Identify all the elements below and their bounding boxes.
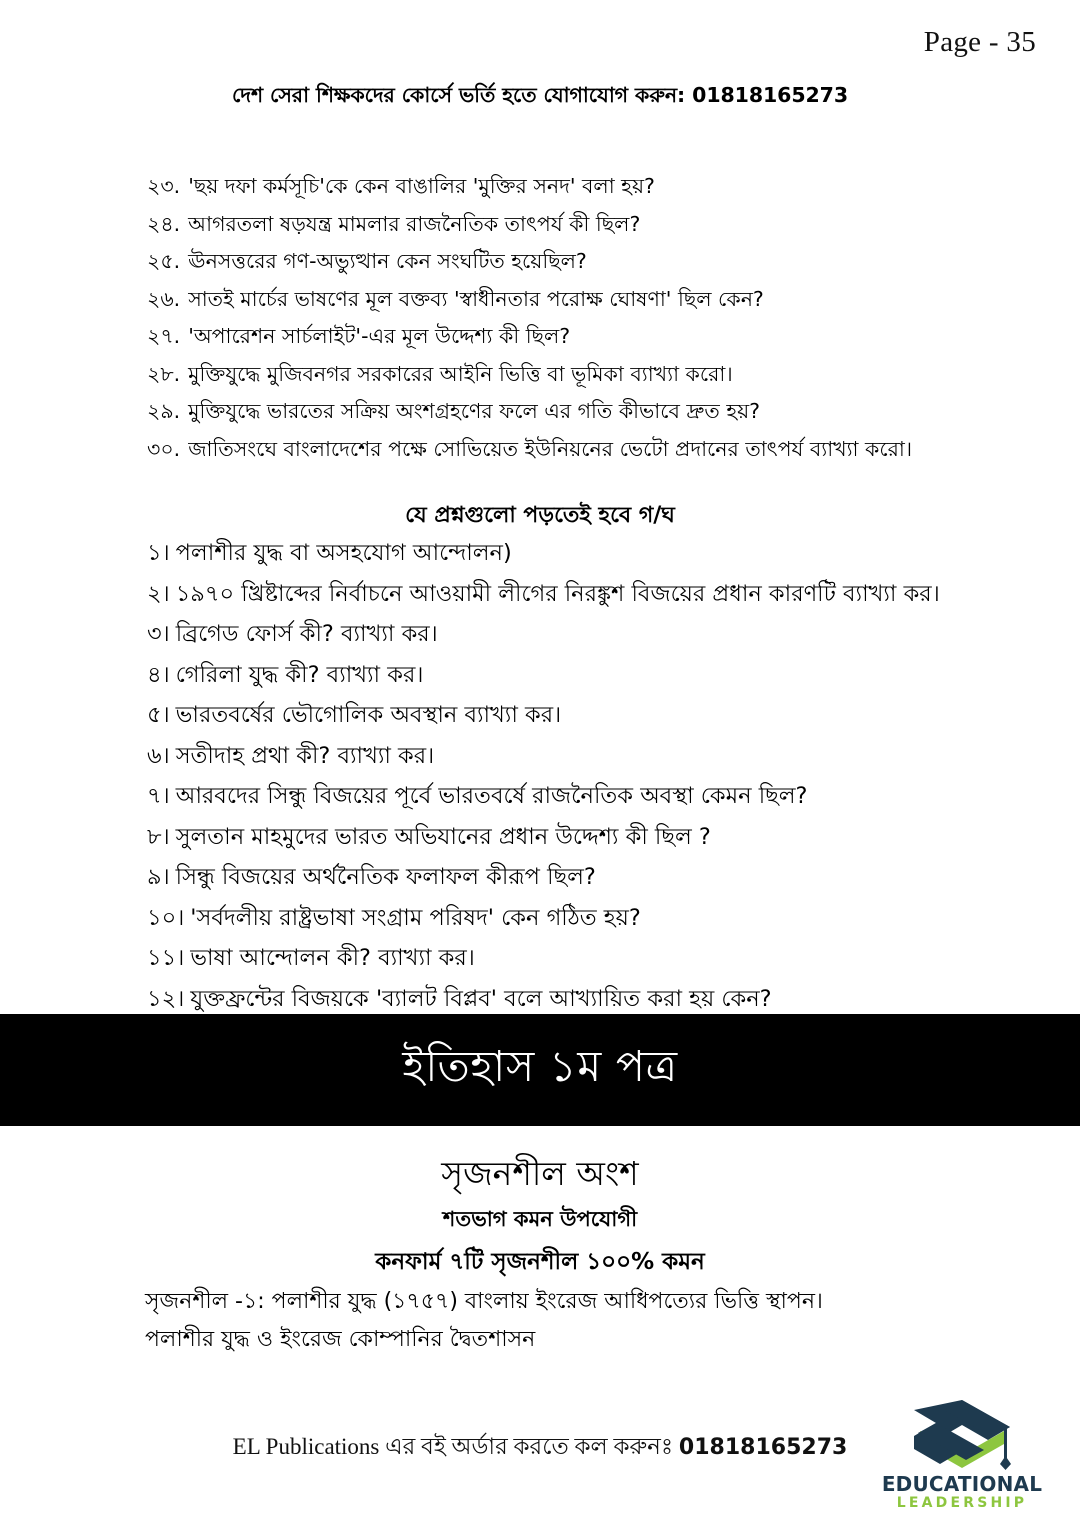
promo-contact-line: দেশ সেরা শিক্ষকদের কোর্সে ভর্তি হতে যোগাযোগ করুন: 01818165273 — [231, 83, 848, 107]
question-item — [147, 695, 1037, 736]
graduation-cap-icon — [906, 1398, 1018, 1472]
question-item — [147, 938, 1037, 979]
question-text: পলাশীর যুদ্ধ বা অসহযোগ আন্দোলন) — [175, 540, 512, 566]
question-text: সুলতান মাহমুদের ভারত অভিযানের প্রধান উদ্দেশ্য কী ছিল ? — [175, 823, 711, 850]
question-number: ৪। — [147, 661, 170, 688]
question-item — [147, 574, 1037, 615]
question-text: আরবদের সিন্ধু বিজয়ের পূর্বে ভারতবর্ষে রাজনৈতিক অবস্থা কেমন ছিল? — [175, 783, 808, 809]
footer-order-text: EL Publications এর বই অর্ডার করতে কল করুনঃ — [232, 1434, 679, 1459]
question-text: 'সর্বদলীয় রাষ্ট্রভাষা সংগ্রাম পরিষদ' কেন গঠিত হয়? — [190, 904, 641, 931]
question-item — [147, 817, 1037, 858]
creative-paragraph-2: পলাশীর যুদ্ধ ও ইংরেজ কোম্পানির দ্বৈতশাসন — [145, 1327, 536, 1352]
question-item — [147, 776, 1037, 817]
question-text: 'অপারেশন সার্চলাইট'-এর মূল উদ্দেশ্য কী ছিল? — [188, 324, 571, 348]
question-number: ৩। — [147, 621, 170, 647]
question-item — [147, 431, 1037, 469]
question-text: মুক্তিযুদ্ধে মুজিবনগর সরকারের আইনি ভিত্তি বা ভূমিকা ব্যাখ্যা করো। — [188, 361, 733, 386]
question-item — [147, 655, 1037, 696]
subject-banner-title: ইতিহাস ১ম পত্র — [402, 1041, 678, 1092]
question-number: ৬। — [147, 742, 170, 769]
question-text: মুক্তিযুদ্ধে ভারতের সক্রিয় অংশগ্রহণের ফলে এর গতি কীভাবে দ্রুত হয়? — [188, 399, 761, 423]
page-number: Page - 35 — [923, 26, 1036, 58]
question-number: ৫। — [147, 702, 170, 728]
publisher-logo — [872, 1398, 1052, 1524]
question-number: ২৫. — [147, 249, 181, 273]
question-number: ২৪. — [147, 211, 181, 236]
question-number: ৩০. — [147, 436, 181, 461]
question-number: ২। — [147, 580, 170, 607]
logo-word-educational: EDUCATIONAL — [881, 1472, 1043, 1496]
question-item — [147, 736, 1037, 777]
question-number: ৭। — [147, 783, 170, 809]
question-list-short — [147, 168, 1037, 468]
creative-section-subtitle-2: কনফার্ম ৭টি সৃজনশীল ১০০% কমন — [375, 1249, 705, 1275]
question-text: সতীদাহ প্রথা কী? ব্যাখ্যা কর। — [175, 742, 435, 769]
question-item — [147, 979, 1037, 1020]
question-item — [147, 168, 1037, 206]
question-number: ১১। — [147, 945, 185, 971]
question-text: ব্রিগেড ফোর্স কী? ব্যাখ্যা কর। — [175, 621, 438, 647]
question-text: সিন্ধু বিজয়ের অর্থনৈতিক ফলাফল কীরূপ ছিল? — [175, 864, 596, 890]
question-number: ২৩. — [147, 174, 181, 198]
question-number: ৮। — [147, 823, 170, 850]
question-text: সাতই মার্চের ভাষণের মূল বক্তব্য 'স্বাধীনতার পরোক্ষ ঘোষণা' ছিল কেন? — [188, 286, 764, 311]
subject-banner — [0, 1014, 1080, 1126]
question-text: 'ছয় দফা কর্মসূচি'কে কেন বাঙালির 'মুক্তির সনদ' বলা হয়? — [188, 174, 655, 198]
question-item — [147, 356, 1037, 394]
question-number: ১। — [147, 540, 170, 566]
question-number: ১০। — [147, 904, 185, 931]
creative-section-title: সৃজনশীল অংশ — [441, 1154, 639, 1193]
question-item — [147, 614, 1037, 655]
question-item — [147, 281, 1037, 319]
logo-word-leadership: LEADERSHIP — [896, 1495, 1028, 1511]
question-text: গেরিলা যুদ্ধ কী? ব্যাখ্যা কর। — [175, 661, 424, 688]
question-text: জাতিসংঘে বাংলাদেশের পক্ষে সোভিয়েত ইউনিয়নের ভেটো প্রদানের তাৎপর্য ব্যাখ্যা করো। — [188, 436, 913, 461]
question-text: ভারতবর্ষের ভৌগোলিক অবস্থান ব্যাখ্যা কর। — [175, 702, 562, 728]
question-item — [147, 393, 1037, 431]
subheading-must-read: যে প্রশ্নগুলো পড়তেই হবে গ/ঘ — [405, 503, 675, 528]
question-text: ভাষা আন্দোলন কী? ব্যাখ্যা কর। — [190, 945, 475, 971]
question-list-must-read — [147, 533, 1037, 1019]
question-number: ২৭. — [147, 324, 181, 348]
question-number: ২৯. — [147, 399, 181, 423]
question-text: যুক্তফ্রন্টের বিজয়কে 'ব্যালট বিপ্লব' বলে আখ্যায়িত করা হয় কেন? — [190, 985, 772, 1012]
question-text: আগরতলা ষড়যন্ত্র মামলার রাজনৈতিক তাৎপর্য কী ছিল? — [188, 211, 641, 236]
question-item — [147, 857, 1037, 898]
question-number: ২৮. — [147, 361, 181, 386]
footer-order-phone: 01818165273 — [678, 1435, 848, 1460]
question-number: ২৬. — [147, 286, 181, 311]
question-number: ৯। — [147, 864, 170, 890]
question-item — [147, 243, 1037, 281]
creative-paragraph-1: সৃজনশীল -১: পলাশীর যুদ্ধ (১৭৫৭) বাংলায় ইংরেজ আধিপত্যের ভিত্তি স্থাপন। — [145, 1289, 823, 1314]
question-item — [147, 898, 1037, 939]
creative-section-subtitle-1: শতভাগ কমন উপযোগী — [442, 1207, 638, 1231]
question-item — [147, 206, 1037, 244]
question-text: ১৯৭০ খ্রিষ্টাব্দের নির্বাচনে আওয়ামী লীগের নিরঙ্কুশ বিজয়ের প্রধান কারণটি ব্যাখ্যা কর। — [175, 580, 940, 607]
question-text: ঊনসত্তরের গণ-অভ্যুত্থান কেন সংঘটিত হয়েছিল? — [188, 249, 587, 273]
question-number: ১২। — [147, 985, 185, 1012]
question-item — [147, 533, 1037, 574]
question-item — [147, 318, 1037, 356]
